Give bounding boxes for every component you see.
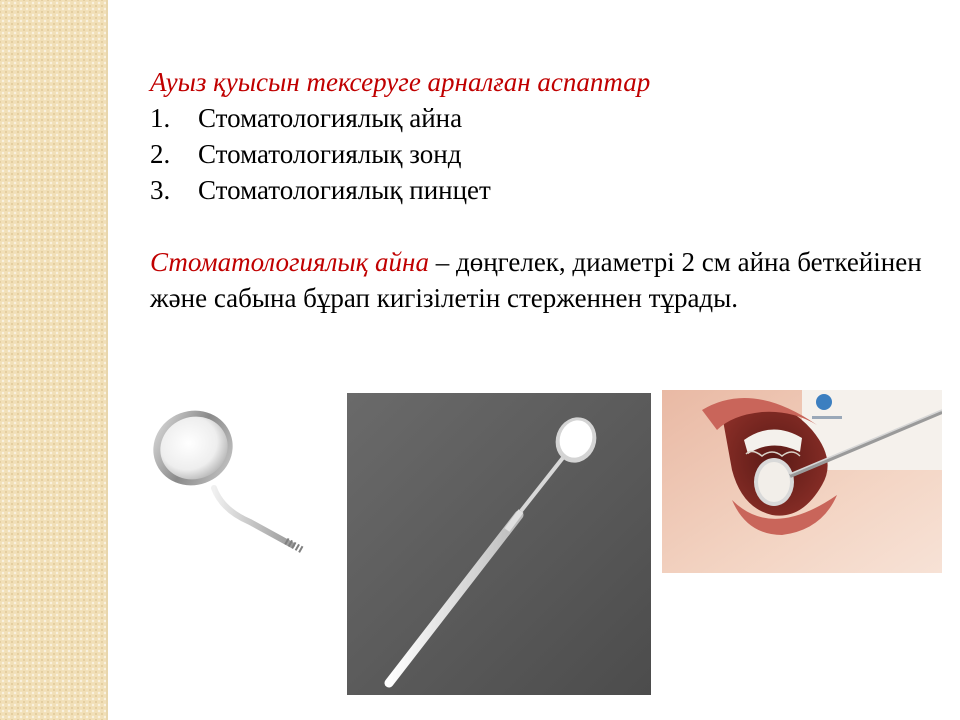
list-item-text: Стоматологиялық пинцет (198, 175, 491, 205)
list-item (150, 172, 940, 208)
mirror-in-mouth-image (662, 390, 942, 573)
instrument-list (150, 100, 940, 208)
list-item-number: 2. (150, 139, 171, 169)
list-item (150, 100, 940, 136)
list-item-text: Стоматологиялық зонд (198, 139, 462, 169)
decorative-side-strip (0, 0, 106, 720)
dental-mirror-on-gray-image (347, 393, 651, 695)
dental-mirror-closeup-image (150, 400, 320, 565)
list-item-number: 3. (150, 175, 171, 205)
definition-term: Стоматологиялық айна (150, 247, 429, 277)
spacer (150, 208, 940, 244)
slide-text (150, 64, 940, 316)
list-item (150, 136, 940, 172)
side-strip-border (106, 0, 108, 720)
definition-paragraph (150, 244, 940, 316)
list-item-text: Стоматологиялық айна (198, 103, 463, 133)
definition-text: – дөңгелек, диаметрі 2 см айна беткейінен және сабына бұрап кигізілетін стерженнен тұрады. (150, 247, 922, 313)
list-item-number: 1. (150, 103, 171, 133)
slide-heading: Ауыз қуысын тексеруге арналған аспаптар (150, 67, 651, 97)
